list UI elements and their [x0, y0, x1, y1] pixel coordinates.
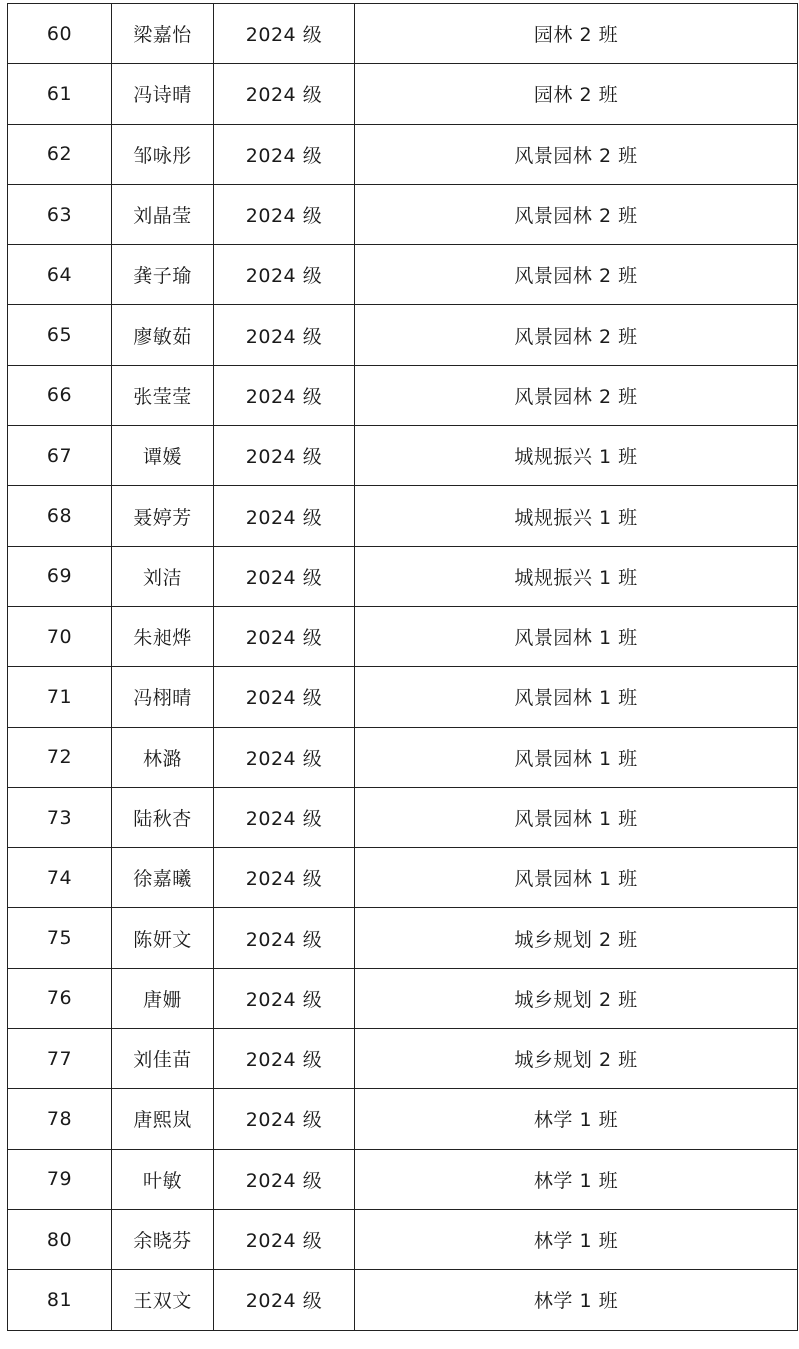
- student-name-cell: 冯栩晴: [112, 667, 214, 727]
- class-cell: 城乡规划 2 班: [355, 1029, 798, 1089]
- student-name-cell: 朱昶烨: [112, 606, 214, 666]
- student-name-cell: 叶敏: [112, 1149, 214, 1209]
- grade-cell: 2024 级: [214, 1029, 355, 1089]
- grade-cell: 2024 级: [214, 64, 355, 124]
- table-row: [8, 1209, 798, 1269]
- table-row: [8, 64, 798, 124]
- grade-cell: 2024 级: [214, 1209, 355, 1269]
- student-name-cell: 王双文: [112, 1270, 214, 1330]
- table-row: [8, 848, 798, 908]
- student-name-cell: 梁嘉怡: [112, 4, 214, 64]
- grade-cell: 2024 级: [214, 184, 355, 244]
- table-row: [8, 968, 798, 1028]
- table-row: [8, 365, 798, 425]
- student-name-cell: 聂婷芳: [112, 486, 214, 546]
- class-cell: 林学 1 班: [355, 1270, 798, 1330]
- table-row: [8, 184, 798, 244]
- table-row: [8, 305, 798, 365]
- table-row: [8, 546, 798, 606]
- class-cell: 林学 1 班: [355, 1209, 798, 1269]
- table-row: [8, 667, 798, 727]
- row-number-cell: 79: [8, 1149, 112, 1209]
- table-row: [8, 426, 798, 486]
- class-cell: 风景园林 1 班: [355, 667, 798, 727]
- grade-cell: 2024 级: [214, 787, 355, 847]
- table-row: [8, 486, 798, 546]
- student-name-cell: 陆秋杏: [112, 787, 214, 847]
- student-name-cell: 刘晶莹: [112, 184, 214, 244]
- class-cell: 林学 1 班: [355, 1089, 798, 1149]
- grade-cell: 2024 级: [214, 1270, 355, 1330]
- row-number-cell: 76: [8, 968, 112, 1028]
- grade-cell: 2024 级: [214, 1089, 355, 1149]
- grade-cell: 2024 级: [214, 124, 355, 184]
- roster-body: [8, 4, 798, 1331]
- class-cell: 城规振兴 1 班: [355, 546, 798, 606]
- grade-cell: 2024 级: [214, 4, 355, 64]
- student-name-cell: 刘佳苗: [112, 1029, 214, 1089]
- class-cell: 风景园林 1 班: [355, 606, 798, 666]
- student-name-cell: 冯诗晴: [112, 64, 214, 124]
- class-cell: 风景园林 2 班: [355, 184, 798, 244]
- student-name-cell: 唐熙岚: [112, 1089, 214, 1149]
- row-number-cell: 78: [8, 1089, 112, 1149]
- table-row: [8, 727, 798, 787]
- class-cell: 城乡规划 2 班: [355, 968, 798, 1028]
- class-cell: 风景园林 1 班: [355, 848, 798, 908]
- class-cell: 风景园林 2 班: [355, 305, 798, 365]
- row-number-cell: 74: [8, 848, 112, 908]
- grade-cell: 2024 级: [214, 305, 355, 365]
- class-cell: 林学 1 班: [355, 1149, 798, 1209]
- table-row: [8, 787, 798, 847]
- student-name-cell: 邹咏彤: [112, 124, 214, 184]
- table-row: [8, 1089, 798, 1149]
- class-cell: 园林 2 班: [355, 64, 798, 124]
- class-cell: 城规振兴 1 班: [355, 486, 798, 546]
- table-row: [8, 124, 798, 184]
- grade-cell: 2024 级: [214, 727, 355, 787]
- grade-cell: 2024 级: [214, 1149, 355, 1209]
- student-name-cell: 张莹莹: [112, 365, 214, 425]
- row-number-cell: 64: [8, 245, 112, 305]
- class-cell: 风景园林 2 班: [355, 365, 798, 425]
- row-number-cell: 80: [8, 1209, 112, 1269]
- row-number-cell: 60: [8, 4, 112, 64]
- student-name-cell: 谭媛: [112, 426, 214, 486]
- class-cell: 风景园林 1 班: [355, 727, 798, 787]
- row-number-cell: 73: [8, 787, 112, 847]
- student-name-cell: 余晓芬: [112, 1209, 214, 1269]
- row-number-cell: 75: [8, 908, 112, 968]
- class-cell: 风景园林 1 班: [355, 787, 798, 847]
- row-number-cell: 69: [8, 546, 112, 606]
- row-number-cell: 65: [8, 305, 112, 365]
- table-row: [8, 245, 798, 305]
- row-number-cell: 81: [8, 1270, 112, 1330]
- student-name-cell: 林潞: [112, 727, 214, 787]
- grade-cell: 2024 级: [214, 365, 355, 425]
- student-name-cell: 唐姗: [112, 968, 214, 1028]
- grade-cell: 2024 级: [214, 245, 355, 305]
- row-number-cell: 70: [8, 606, 112, 666]
- grade-cell: 2024 级: [214, 908, 355, 968]
- student-name-cell: 廖敏茹: [112, 305, 214, 365]
- grade-cell: 2024 级: [214, 486, 355, 546]
- student-name-cell: 徐嘉曦: [112, 848, 214, 908]
- class-cell: 园林 2 班: [355, 4, 798, 64]
- table-row: [8, 1149, 798, 1209]
- row-number-cell: 77: [8, 1029, 112, 1089]
- row-number-cell: 63: [8, 184, 112, 244]
- class-cell: 风景园林 2 班: [355, 245, 798, 305]
- grade-cell: 2024 级: [214, 848, 355, 908]
- grade-cell: 2024 级: [214, 968, 355, 1028]
- student-name-cell: 刘洁: [112, 546, 214, 606]
- class-cell: 城乡规划 2 班: [355, 908, 798, 968]
- row-number-cell: 72: [8, 727, 112, 787]
- row-number-cell: 71: [8, 667, 112, 727]
- row-number-cell: 68: [8, 486, 112, 546]
- grade-cell: 2024 级: [214, 546, 355, 606]
- table-row: [8, 1029, 798, 1089]
- row-number-cell: 61: [8, 64, 112, 124]
- grade-cell: 2024 级: [214, 667, 355, 727]
- student-roster-table: [7, 3, 798, 1331]
- grade-cell: 2024 级: [214, 606, 355, 666]
- table-row: [8, 908, 798, 968]
- student-name-cell: 陈妍文: [112, 908, 214, 968]
- grade-cell: 2024 级: [214, 426, 355, 486]
- row-number-cell: 66: [8, 365, 112, 425]
- row-number-cell: 62: [8, 124, 112, 184]
- class-cell: 城规振兴 1 班: [355, 426, 798, 486]
- table-row: [8, 1270, 798, 1330]
- class-cell: 风景园林 2 班: [355, 124, 798, 184]
- table-row: [8, 4, 798, 64]
- student-name-cell: 龚子瑜: [112, 245, 214, 305]
- table-row: [8, 606, 798, 666]
- row-number-cell: 67: [8, 426, 112, 486]
